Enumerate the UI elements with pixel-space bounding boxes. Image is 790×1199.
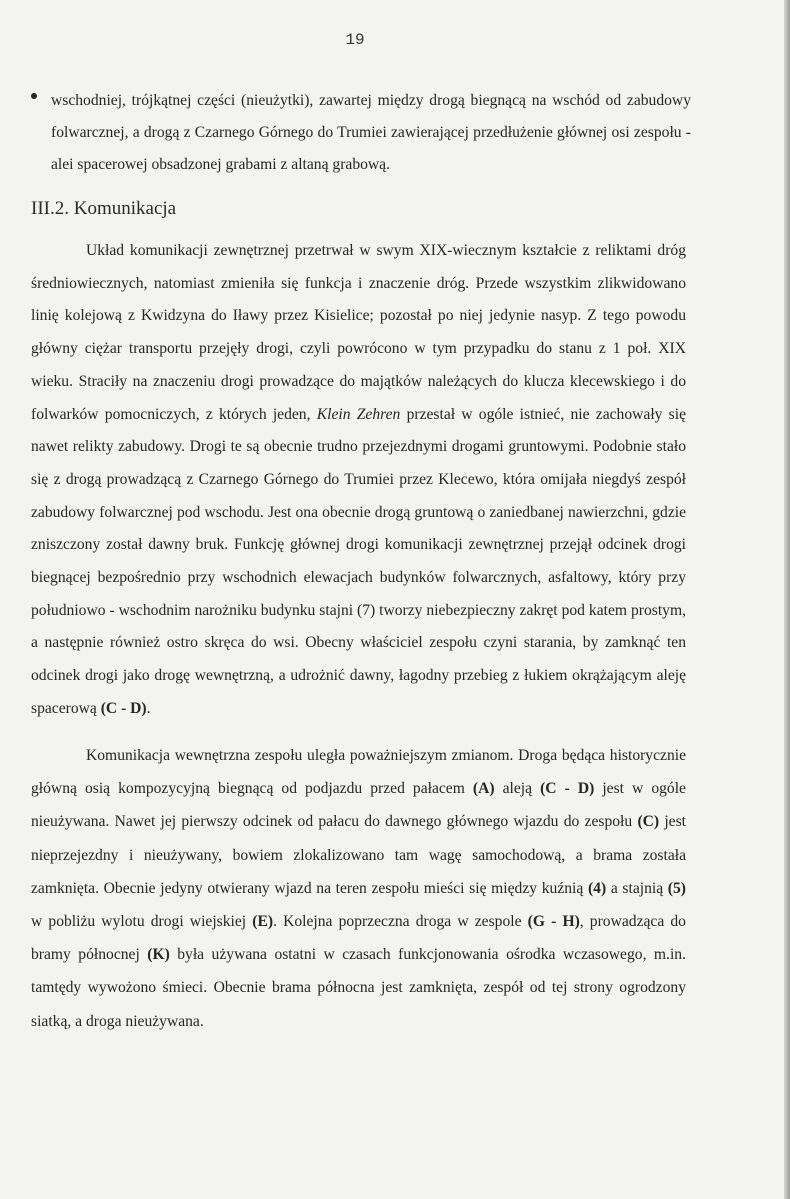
paragraph-text: Układ komunikacji zewnętrznej przetrwał w swym XIX-wiecznym kształcie z reliktami dróg średniowiecznych, natomiast zmieniła się funkcja i znaczenie dróg. Przede wszystkim zlikwidowano linię kolejową z Kwidzyna do Iławy przez Kisielice; pozostał po niej jedynie nasyp. Z tego powodu główny ciężar transportu przejęły drogi, czyli powrócono w tym przypadku do stanu z 1 poł. XIX wieku. Straciły na znaczeniu drogi prowadzące do majątków należących do klucza klecewskiego i do folwarków pomocniczych, z których jeden, [31,242,686,423]
bold-reference: (C - D) [540,780,595,798]
bold-reference: (G - H) [527,913,580,931]
paragraph-external-communication [31,235,686,726]
bold-reference: (A) [472,780,495,798]
italic-place-name: Klein Zehren [316,405,401,423]
bold-reference: (C) [637,813,660,831]
page-edge-shadow [784,0,790,1199]
paragraph-text: . Kolejna poprzeczna droga w zespole [273,913,522,931]
paragraph-text: jest nieprzejezdny i nieużywany, bowiem zlokalizowano tam wagę samochodową, a brama została zamknięta. Obecnie jedyny otwierany wjazd na teren zespołu mieści się między kuźnią [31,813,686,897]
page-number: 19 [345,31,365,49]
bold-reference: (C - D) [100,699,147,717]
bullet-text: wschodniej, trójkątnej części (nieużytki), zawartej między drogą biegnącą na wschód od zabudowy folwarcznej, a drogą z Czarnego Górnego do Trumiei zawierającej przedłużenie głównej osi zespołu - alei spacerowej obsadzonej grabami z altaną grabową. [51,92,691,173]
bold-reference: (K) [147,946,170,964]
bullet-dot-icon [31,93,37,99]
paragraph-text: , prowadząca do bramy północnej [31,913,686,964]
paragraph-text: była używana ostatni w czasach funkcjonowania ośrodka wczasowego, m.in. tamtędy wywożono śmieci. Obecnie brama północna jest zamknięta, zespół od tej strony ogrodzony siatką, a droga nieużywana. [31,946,686,1030]
bullet-item [31,85,691,181]
section-heading: III.2. Komunikacja [31,198,177,219]
paragraph-text: jest w ogóle nieużywana. Nawet jej pierwszy odcinek od pałacu do dawnego głównego wjazdu do zespołu [31,780,686,831]
bold-reference: (5) [667,879,686,897]
paragraph-text: . [146,699,151,717]
paragraph-internal-communication [31,739,686,1038]
paragraph-text: w pobliżu wylotu drogi wiejskiej [31,913,247,931]
bold-reference: (E) [252,913,274,931]
bold-reference: (4) [587,879,607,897]
paragraph-text: aleją [502,780,533,798]
paragraph-text: Komunikacja wewnętrzna zespołu uległa poważniejszym zmianom. Droga będąca historycznie główną osią kompozycyjną biegnącą od podjazdu przed pałacem [31,747,686,798]
paragraph-text: a stajnią [610,879,664,897]
paragraph-text: przestał w ogóle istnieć, nie zachowały się nawet relikty zabudowy. Drogi te są obecnie trudno przejezdnymi drogami gruntowymi. Podobnie stało się z drogą prowadzącą z Czarnego Górnego do Trumiei przez Klecewo, która omijała niegdyś zespół zabudowy folwarcznej pod wschodu. Jest ona obecnie drogą gruntową o zaniedbanej nawierzchni, gdzie zniszczony został dawny bruk. Funkcję głównej drogi komunikacji zewnętrznej przejął odcinek drogi biegnącej bezpośrednio przy wschodnich elewacjach budynków folwarcznych, asfaltowy, który przy południowo - wschodnim narożniku budynku stajni (7) tworzy niebezpieczny zakręt pod katem prostym, a następnie również ostro skręca do wsi. Obecny właściciel zespołu czyni starania, by zamknąć ten odcinek drogi jako drogę wewnętrzną, a udrożnić dawny, łagodny przebieg z łukiem okrążającym aleję spacerową [31,405,686,717]
